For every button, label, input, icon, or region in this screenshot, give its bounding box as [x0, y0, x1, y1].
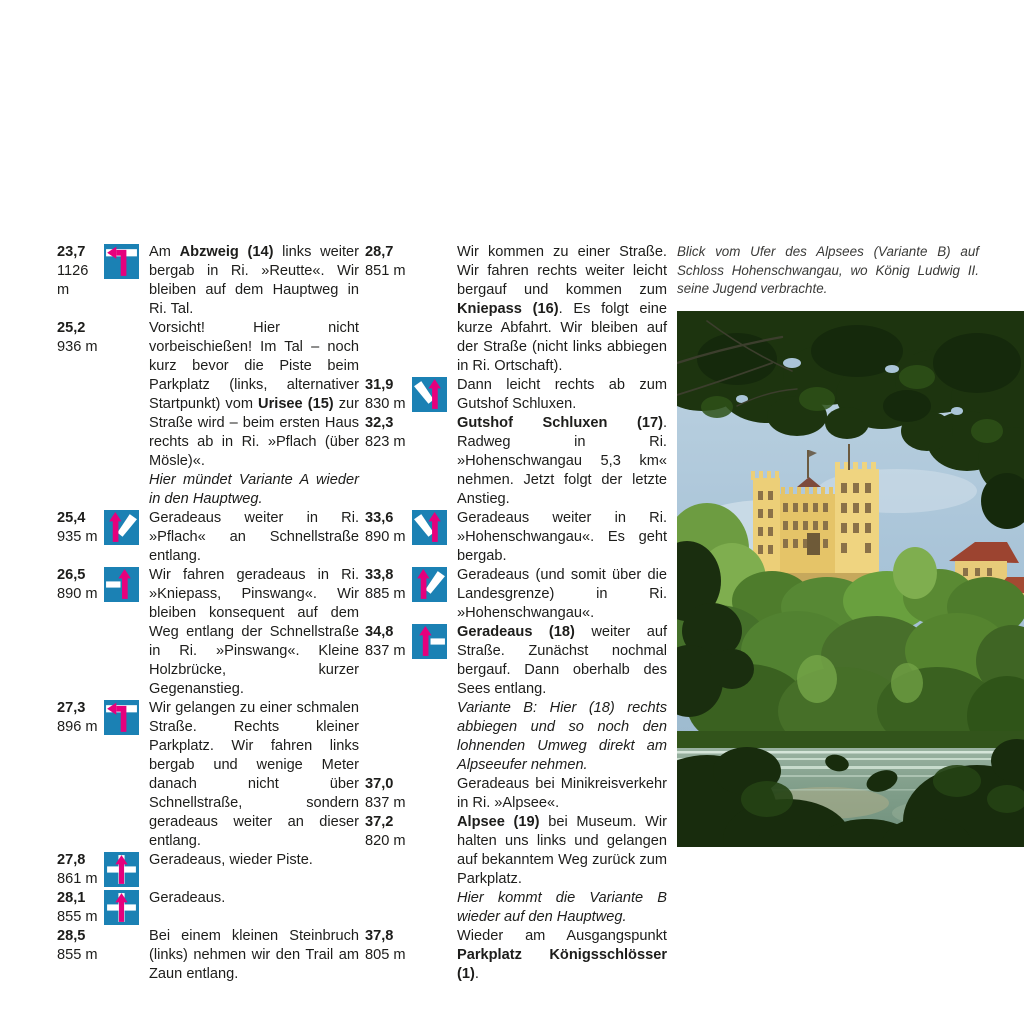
distance-elevation — [57, 927, 104, 965]
elevation-value: 805 m — [365, 947, 406, 963]
instruction-paragraph — [149, 319, 359, 471]
elevation-value: 935 m — [57, 529, 98, 545]
distance-elevation — [365, 775, 412, 813]
route-column-right — [365, 243, 667, 984]
fork-right-keep-straight-icon — [104, 509, 149, 545]
elevation-value: 855 m — [57, 909, 98, 925]
elevation-value: 890 m — [365, 529, 406, 545]
text-segment: Wir fahren geradeaus in Ri. »Kniepass, Pinswang«. Wir bleiben konsequent auf dem Weg entlang der Schnellstraße in Ri. »Pinswang«. Kleine Holzbrücke, kurzer Gegenanstieg. — [149, 567, 359, 697]
elevation-value: 885 m — [365, 586, 406, 602]
route-instruction — [457, 813, 667, 927]
route-entry — [365, 566, 667, 623]
distance-elevation — [57, 243, 104, 300]
elevation-value: 936 m — [57, 339, 98, 355]
crossroads-straight-icon — [104, 851, 149, 887]
text-segment: Urisee (15) — [258, 396, 334, 412]
km-value: 33,8 — [365, 567, 394, 583]
km-value: 31,9 — [365, 377, 394, 393]
km-value: 34,8 — [365, 624, 394, 640]
route-instruction — [149, 889, 359, 908]
text-segment: . — [474, 966, 479, 982]
distance-elevation — [365, 566, 412, 604]
km-value: 23,7 — [57, 244, 86, 260]
route-instruction — [149, 243, 359, 319]
elevation-value: 837 m — [365, 795, 406, 811]
variant-note — [149, 471, 359, 509]
instruction-paragraph — [457, 775, 667, 813]
side-road-right-keep-straight-icon — [412, 623, 457, 659]
t-junction-turn-left-icon — [104, 243, 149, 279]
text-segment: Dann leicht rechts ab zum Gutshof Schluxen. — [457, 377, 667, 412]
distance-elevation — [57, 509, 104, 547]
text-segment: Hier kommt die Variante B wieder auf den Hauptweg. — [457, 890, 667, 925]
instruction-paragraph — [149, 927, 359, 984]
km-value: 28,1 — [57, 890, 86, 906]
text-segment: Wir kommen zu einer Straße. Wir fahren rechts weiter leicht bergauf und kommen zum — [457, 244, 667, 298]
route-entry — [365, 414, 667, 509]
elevation-value: 890 m — [57, 586, 98, 602]
instruction-paragraph — [149, 851, 359, 870]
text-segment: weiter auf Straße. Zunächst nochmal bergauf. Dann oberhalb des Sees entlang. — [457, 624, 667, 697]
route-entry — [57, 319, 359, 509]
instruction-paragraph — [149, 699, 359, 851]
text-segment: Geradeaus (18) — [457, 624, 575, 640]
text-segment: Wieder am Ausgangspunkt — [457, 928, 667, 944]
side-road-left-keep-straight-icon — [104, 566, 149, 602]
elevation-value: 1126 m — [57, 263, 89, 298]
route-instruction — [457, 775, 667, 813]
text-segment: Geradeaus (und somit über die Landesgrenze) in Ri. »Hohenschwangau«. — [457, 567, 667, 621]
text-segment: Variante B: Hier (18) rechts abbiegen und so noch den lohnenden Umweg direkt am Alpseeufer nehmen. — [457, 700, 667, 773]
text-segment: Geradeaus, wieder Piste. — [149, 852, 313, 868]
route-column-left — [57, 243, 359, 984]
route-entry — [365, 927, 667, 984]
variant-note — [457, 699, 667, 775]
fork-left-keep-straight-icon — [412, 509, 457, 545]
route-instruction — [457, 566, 667, 623]
route-entry — [57, 509, 359, 566]
text-segment: Hier mündet Variante A wieder in den Hauptweg. — [149, 472, 359, 507]
castle-photo-image — [677, 311, 1024, 847]
route-instruction — [457, 376, 667, 414]
route-instruction — [457, 414, 667, 509]
route-instruction — [149, 699, 359, 851]
text-segment: Abzweig (14) — [179, 244, 274, 260]
fork-left-keep-straight-icon — [412, 376, 457, 412]
castle-photo-illustration — [677, 311, 1024, 847]
route-instruction — [457, 243, 667, 376]
km-value: 27,3 — [57, 700, 86, 716]
icon-spacer — [412, 813, 457, 814]
km-value: 27,8 — [57, 852, 86, 868]
text-segment: Am — [149, 244, 180, 260]
instruction-paragraph — [457, 509, 667, 566]
icon-spacer — [104, 927, 149, 928]
distance-elevation — [57, 699, 104, 737]
elevation-value: 837 m — [365, 643, 406, 659]
distance-elevation — [57, 319, 104, 357]
text-segment: Kniepass (16) — [457, 301, 559, 317]
km-value: 28,5 — [57, 928, 86, 944]
elevation-value: 855 m — [57, 947, 98, 963]
distance-elevation — [365, 623, 412, 661]
text-segment: bei Museum. Wir halten uns links und gelangen auf bekanntem Weg zurück zum Parkplatz. — [457, 814, 667, 887]
distance-elevation — [57, 851, 104, 889]
instruction-paragraph — [149, 889, 359, 908]
route-entry — [365, 243, 667, 376]
km-value: 25,4 — [57, 510, 86, 526]
crossroads-straight-icon — [104, 889, 149, 925]
route-instruction — [149, 509, 359, 566]
instruction-paragraph — [457, 376, 667, 414]
elevation-value: 820 m — [365, 833, 406, 849]
text-segment: Gutshof Schluxen (17) — [457, 415, 663, 431]
text-segment: Geradeaus weiter in Ri. »Hohenschwangau«. Es geht bergab. — [457, 510, 667, 564]
route-entry — [57, 851, 359, 889]
text-segment: Geradeaus weiter in Ri. »Pflach« an Schnellstraße entlang. — [149, 510, 359, 564]
distance-elevation — [365, 243, 412, 281]
text-segment: Vorsicht! Hier nicht vorbeischießen! Im Tal – noch kurz bevor die Piste beim Parkplatz (links, alternativer Startpunkt) vom — [149, 320, 359, 412]
icon-spacer — [412, 414, 457, 415]
route-entry — [365, 376, 667, 414]
icon-spacer — [412, 243, 457, 244]
instruction-paragraph — [457, 927, 667, 984]
route-entry — [57, 927, 359, 984]
distance-elevation — [365, 927, 412, 965]
route-entry — [57, 889, 359, 927]
route-instruction — [149, 851, 359, 870]
elevation-value: 851 m — [365, 263, 406, 279]
text-segment: . Es folgt eine kurze Abfahrt. Wir bleiben auf der Straße (nicht links abbiegen in Ri. Ortschaft). — [457, 301, 667, 374]
route-instruction — [149, 566, 359, 699]
instruction-paragraph — [149, 243, 359, 319]
elevation-value: 823 m — [365, 434, 406, 450]
route-instruction — [457, 509, 667, 566]
text-segment: Wir gelangen zu einer schmalen Straße. Rechts kleiner Parkplatz. Wir fahren links bergab und wenige Meter danach nicht über Schnellstraße, sondern geradeaus weiter an dieser entlang. — [149, 700, 359, 849]
icon-spacer — [412, 775, 457, 776]
text-segment: Alpsee (19) — [457, 814, 540, 830]
route-entry — [57, 566, 359, 699]
fork-right-keep-straight-icon — [412, 566, 457, 602]
distance-elevation — [57, 566, 104, 604]
icon-spacer — [412, 927, 457, 928]
elevation-value: 830 m — [365, 396, 406, 412]
route-entry — [365, 509, 667, 566]
km-value: 25,2 — [57, 320, 86, 336]
text-segment: Geradeaus bei Minikreisverkehr in Ri. »Alpsee«. — [457, 776, 667, 811]
instruction-paragraph — [457, 414, 667, 509]
instruction-paragraph — [149, 509, 359, 566]
route-entry — [57, 699, 359, 851]
text-segment: Geradeaus. — [149, 890, 226, 906]
route-instruction — [457, 927, 667, 984]
instruction-paragraph — [149, 566, 359, 699]
t-junction-turn-left-icon — [104, 699, 149, 735]
icon-spacer — [104, 319, 149, 320]
instruction-paragraph — [457, 623, 667, 699]
distance-elevation — [365, 414, 412, 452]
route-entry — [57, 243, 359, 319]
km-value: 28,7 — [365, 244, 394, 260]
route-instruction — [149, 319, 359, 509]
photo-caption: Blick vom Ufer des Alpsees (Variante B) auf Schloss Hohenschwangau, wo König Ludwig II. seine Jugend verbrachte. — [677, 244, 979, 296]
route-entry — [365, 623, 667, 775]
km-value: 26,5 — [57, 567, 86, 583]
distance-elevation — [365, 376, 412, 414]
text-segment: zur Straße wird – beim ersten Haus rechts ab in Ri. »Pflach (über Mösle)«. — [149, 396, 359, 469]
text-segment: Parkplatz Königsschlösser (1) — [457, 947, 667, 982]
text-segment: links weiter bergab in Ri. »Reutte«. Wir bleiben auf dem Hauptweg in Ri. Tal. — [149, 244, 360, 317]
elevation-value: 896 m — [57, 719, 98, 735]
instruction-paragraph — [457, 243, 667, 376]
route-instruction — [457, 623, 667, 775]
km-value: 37,0 — [365, 776, 394, 792]
km-value: 32,3 — [365, 415, 394, 431]
km-value: 37,8 — [365, 928, 394, 944]
instruction-paragraph — [457, 566, 667, 623]
distance-elevation — [365, 813, 412, 851]
km-value: 33,6 — [365, 510, 394, 526]
km-value: 37,2 — [365, 814, 394, 830]
route-entry — [365, 775, 667, 813]
distance-elevation — [365, 509, 412, 547]
distance-elevation — [57, 889, 104, 927]
route-entry — [365, 813, 667, 927]
text-segment: . Radweg in Ri. »Hohenschwangau 5,3 km« nehmen. Jetzt folgt der letzte Anstieg. — [457, 415, 667, 507]
variant-note — [457, 889, 667, 927]
text-segment: Bei einem kleinen Steinbruch (links) nehmen wir den Trail am Zaun entlang. — [149, 928, 359, 982]
elevation-value: 861 m — [57, 871, 98, 887]
photo-block — [677, 243, 1024, 847]
route-instruction — [149, 927, 359, 984]
instruction-paragraph — [457, 813, 667, 889]
